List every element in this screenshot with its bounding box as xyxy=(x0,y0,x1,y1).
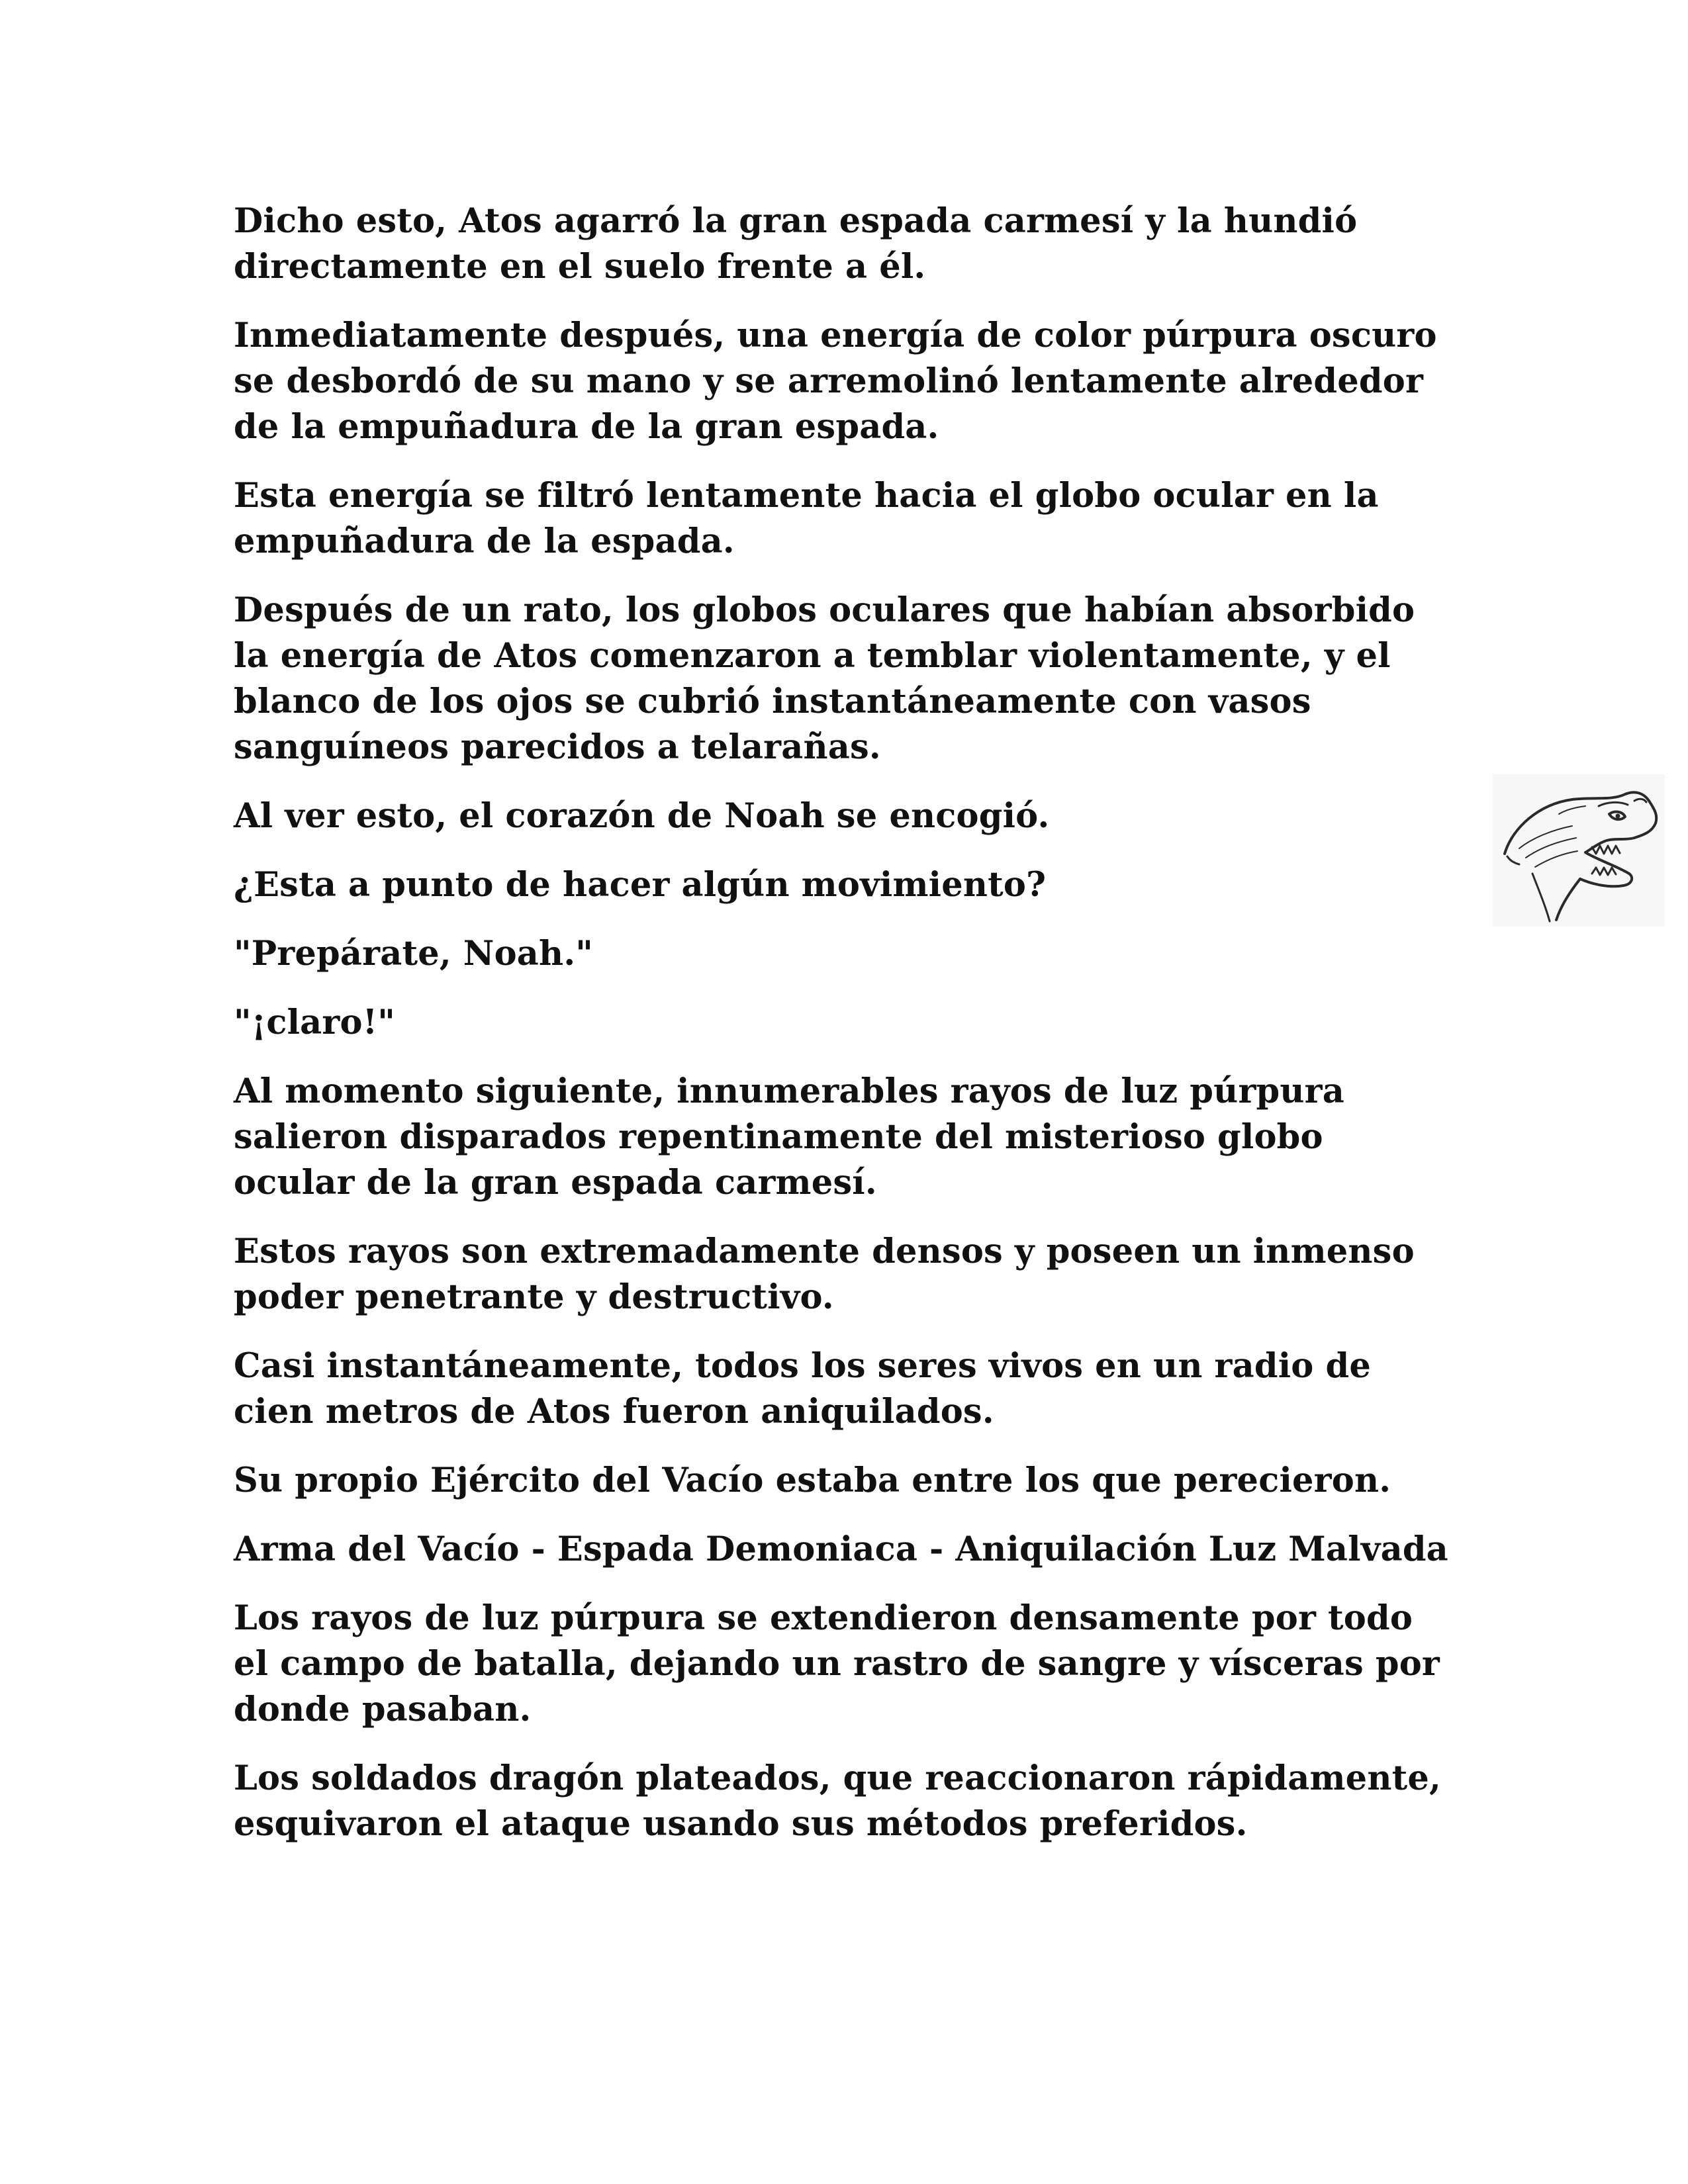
paragraph: "Prepárate, Noah." xyxy=(234,934,594,974)
paragraph: Inmediatamente después, una energía de color púrpura oscuro se desbordó de su mano y se arremolinó lentamente alrededor de la empuñadura de la gran espada. xyxy=(234,316,1437,447)
dinosaur-head-icon xyxy=(1493,774,1665,927)
paragraph: Dicho esto, Atos agarró la gran espada carmesí y la hundió directamente en el suelo frente a él. xyxy=(234,201,1358,287)
paragraph: Los rayos de luz púrpura se extendieron densamente por todo el campo de batalla, dejando un rastro de sangre y vísceras por donde pasaban. xyxy=(234,1598,1440,1729)
paragraph: Estos rayos son extremadamente densos y poseen un inmenso poder penetrante y destructivo. xyxy=(234,1232,1415,1317)
page-body xyxy=(234,199,1452,1870)
paragraph: Arma del Vacío - Espada Demoniaca - Aniquilación Luz Malvada xyxy=(234,1529,1448,1569)
paragraph: Esta energía se filtró lentamente hacia el globo ocular en la empuñadura de la espada. xyxy=(234,476,1379,561)
paragraph: Los soldados dragón plateados, que reaccionaron rápidamente, esquivaron el ataque usando sus métodos preferidos. xyxy=(234,1758,1441,1844)
paragraph: Después de un rato, los globos oculares que habían absorbido la energía de Atos comenzaron a temblar violentamente, y el blanco de los ojos se cubrió instantáneamente con vasos sanguíneos parecidos a telarañas. xyxy=(234,590,1415,767)
paragraph: Su propio Ejército del Vacío estaba entre los que perecieron. xyxy=(234,1461,1391,1500)
paragraph: Al ver esto, el corazón de Noah se encogió. xyxy=(234,796,1050,836)
paragraph: Al momento siguiente, innumerables rayos de luz púrpura salieron disparados repentinamente del misterioso globo ocular de la gran espada carmesí. xyxy=(234,1071,1344,1203)
paragraph: "¡claro!" xyxy=(234,1003,396,1042)
paragraph: Casi instantáneamente, todos los seres vivos en un radio de cien metros de Atos fueron aniquilados. xyxy=(234,1346,1371,1432)
paragraph: ¿Esta a punto de hacer algún movimiento? xyxy=(234,865,1047,905)
